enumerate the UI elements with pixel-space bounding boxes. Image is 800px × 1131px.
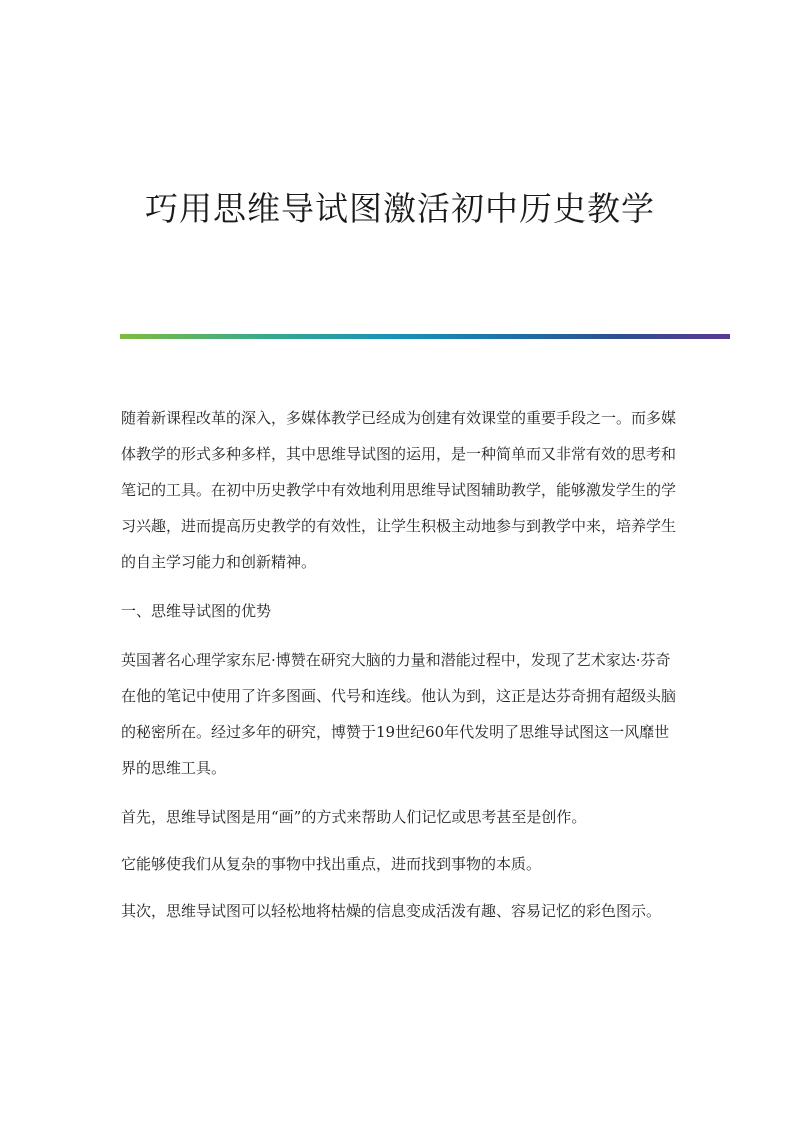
document-body bbox=[121, 400, 681, 942]
paragraph-essence: 它能够使我们从复杂的事物中找出重点，进而找到事物的本质。 bbox=[121, 855, 542, 873]
paragraph-first: 首先，思维导试图是用“画”的方式来帮助人们记忆或思考甚至是创作。 bbox=[121, 808, 587, 826]
document-title: 巧用思维导试图激活初中历史教学 bbox=[145, 189, 655, 228]
paragraph-second: 其次，思维导试图可以轻松地将枯燥的信息变成活泼有趣、容易记忆的彩色图示。 bbox=[121, 902, 662, 920]
title-divider bbox=[120, 334, 730, 339]
section-heading: 一、思维导试图的优势 bbox=[121, 602, 272, 620]
paragraph-history: 英国著名心理学家东尼·博赞在研究大脑的力量和潜能过程中，发现了艺术家达·芬奇在他的笔记中使用了许多图画、代号和连线。他认为到，这正是达芬奇拥有超级头脑的秘密所在。经过多年的研究，博赞于19世纪60年代发明了思维导试图这一风靡世界的思维工具。 bbox=[121, 651, 677, 777]
paragraph-intro: 随着新课程改革的深入，多媒体教学已经成为创建有效课堂的重要手段之一。而多媒体教学的形式多种多样，其中思维导试图的运用，是一种简单而又非常有效的思考和笔记的工具。在初中历史教学中有效地利用思维导试图辅助教学，能够激发学生的学习兴趣，进而提高历史教学的有效性，让学生积极主动地参与到教学中来，培养学生的自主学习能力和创新精神。 bbox=[121, 409, 677, 571]
